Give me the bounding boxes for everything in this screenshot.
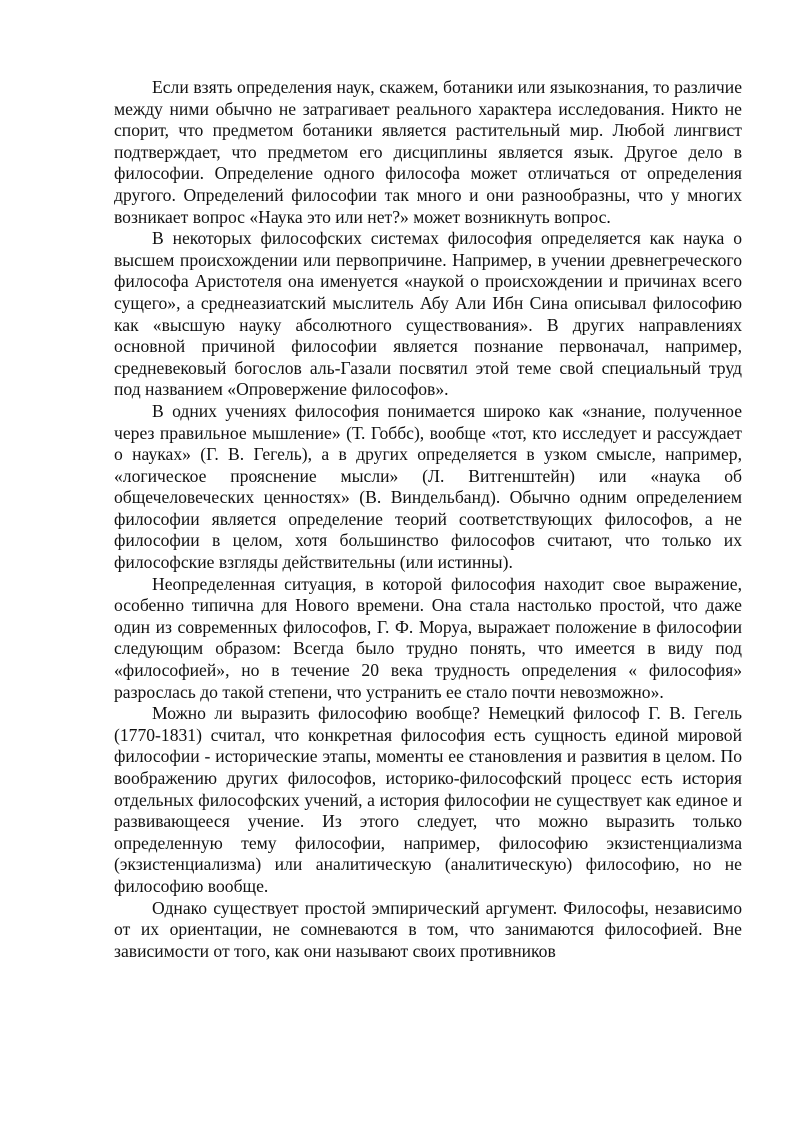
document-page xyxy=(114,77,742,962)
paragraph-5: Можно ли выразить философию вообще? Немецкий философ Г. В. Гегель (1770-1831) считал, что конкретная философия есть сущность единой мировой философии - исторические этапы, моменты ее становления и развития в целом. По воображению других философов, историко-философский процесс есть история отдельных философских учений, а история философии не существует как единое и развивающееся учение. Из этого следует, что можно выразить только определенную тему философии, например, философию экзистенциализма (экзистенциализма) или аналитическую (аналитическую) философию, но не философию вообще. xyxy=(114,703,742,896)
paragraph-2: В некоторых философских системах философия определяется как наука о высшем происхождении или первопричине. Например, в учении древнегреческого философа Аристотеля она именуется «наукой о происхождении и причинах всего сущего», а среднеазиатский мыслитель Абу Али Ибн Сина описывал философию как «высшую науку абсолютного существования». В других направлениях основной причиной философии является познание первоначал, например, средневековый богослов аль-Газали посвятил этой теме свой специальный труд под названием «Опровержение философов». xyxy=(114,228,742,400)
paragraph-6: Однако существует простой эмпирический аргумент. Философы, независимо от их ориентации, не сомневаются в том, что занимаются философией. Вне зависимости от того, как они называют своих противников xyxy=(114,897,742,961)
paragraph-4: Неопределенная ситуация, в которой философия находит свое выражение, особенно типична для Нового времени. Она стала настолько простой, что даже один из современных философов, Г. Ф. Моруа, выражает положение в философии следующим образом: Всегда было трудно понять, что имеется в виду под «философией», но в течение 20 века трудность определения « философия» разрослась до такой степени, что устранить ее стало почти невозможно». xyxy=(114,573,742,702)
paragraph-3: В одних учениях философия понимается широко как «знание, полученное через правильное мышление» (Т. Гоббс), вообще «тот, кто исследует и рассуждает о науках» (Г. В. Гегель), а в других определяется в узком смысле, например, «логическое прояснение мысли» (Л. Витгенштейн) или «наука об общечеловеческих ценностях» (В. Виндельбанд). Обычно одним определением философии является определение теорий соответствующих философов, а не философии в целом, хотя большинство философов считают, что только их философские взгляды действительны (или истинны). xyxy=(114,400,742,573)
paragraph-1: Если взять определения наук, скажем, ботаники или языкознания, то различие между ними обычно не затрагивает реального характера исследования. Никто не спорит, что предметом ботаники является растительный мир. Любой лингвист подтверждает, что предметом его дисциплины является язык. Другое дело в философии. Определение одного философа может отличаться от определения другого. Определений философии так много и они разнообразны, что у многих возникает вопрос «Наука это или нет?» может возникнуть вопрос. xyxy=(114,77,742,227)
